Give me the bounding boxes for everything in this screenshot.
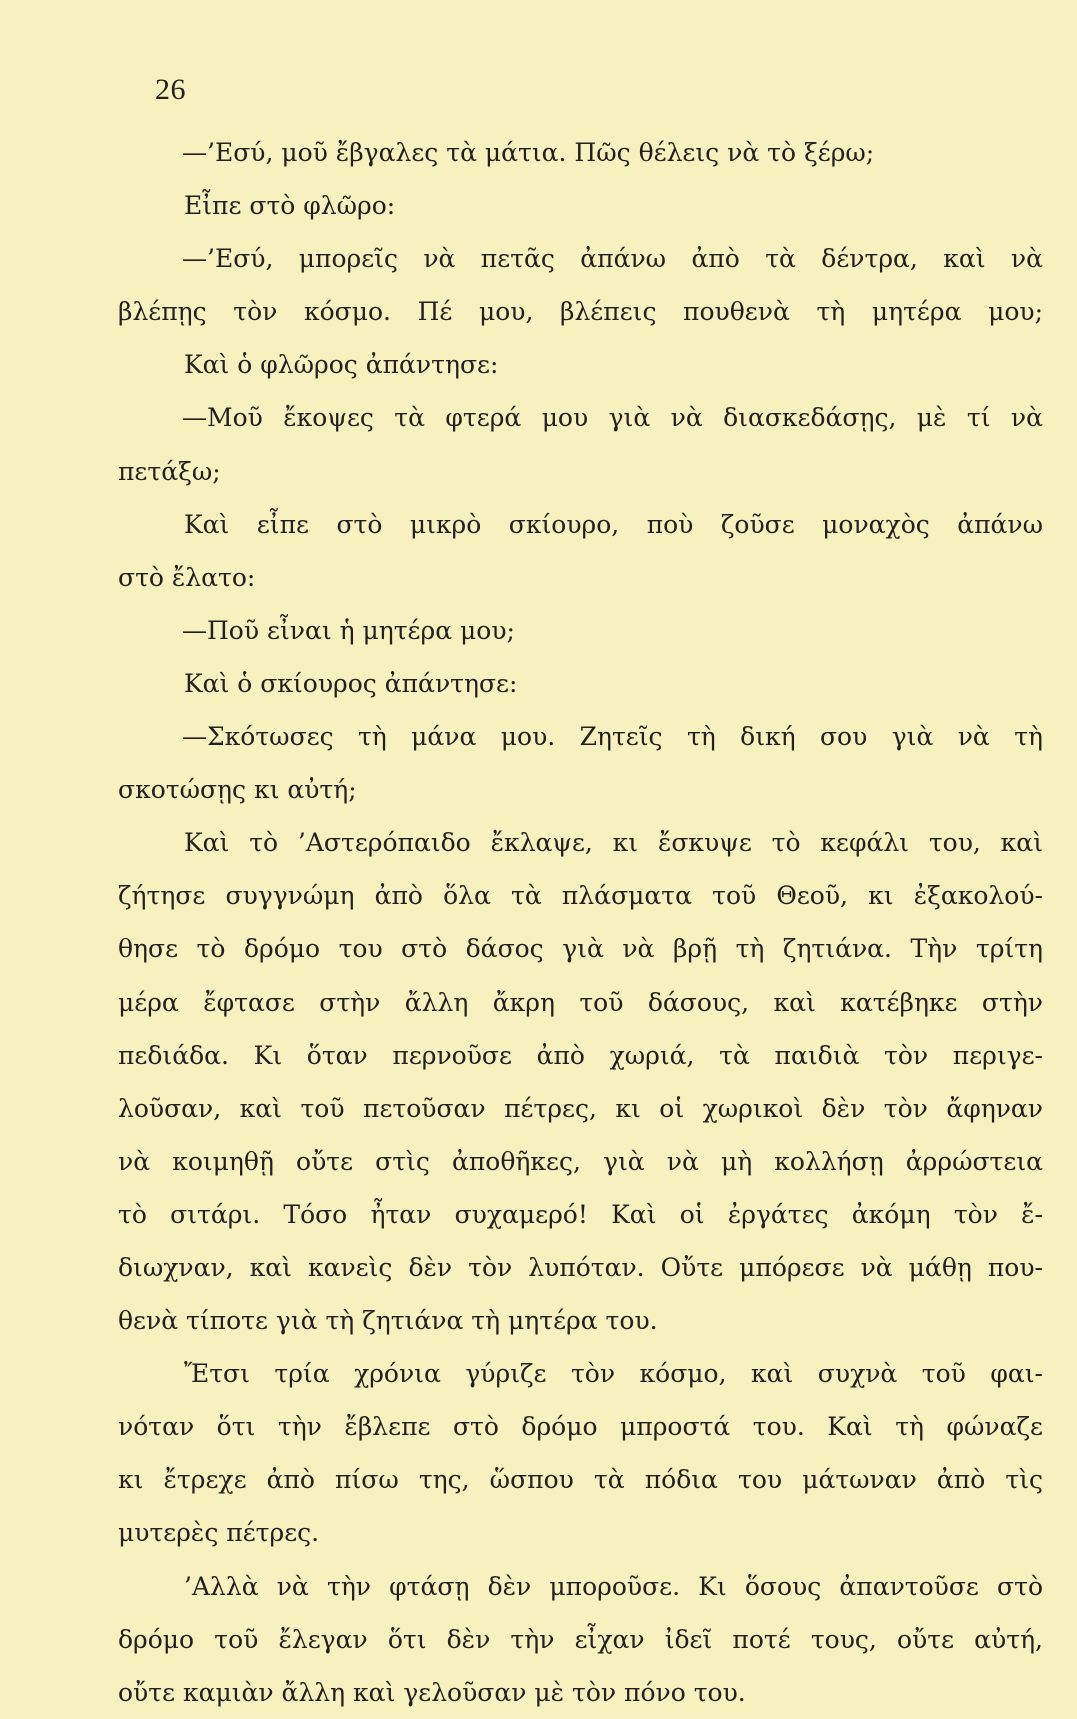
text-line: δρόμο τοῦ ἔλεγαν ὅτι δὲν τὴν εἶχαν ἰδεῖ ποτέ τους, οὔτε αὐτή, (118, 1624, 1043, 1654)
text-line: οὔτε καμιὰν ἄλλη καὶ γελοῦσαν μὲ τὸν πόνο του. (118, 1677, 746, 1707)
text-line: Καὶ τὸ ’Αστερόπαιδο ἔκλαψε, κι ἔσκυψε τὸ κεφάλι του, καὶ (184, 828, 1043, 858)
text-line: —’Εσύ, μοῦ ἔβγαλες τὰ μάτια. Πῶς θέλεις νὰ τὸ ξέρω; (182, 138, 875, 167)
text-line: θησε τὸ δρόμο του στὸ δάσος γιὰ νὰ βρῇ τὴ ζητιάνα. Τὴν τρίτη (118, 934, 1043, 964)
text-line: Καὶ ὁ σκίουρος ἀπάντησε: (184, 668, 518, 698)
text-line: μυτερὲς πέτρες. (118, 1518, 320, 1548)
text-line: ζήτησε συγγνώμη ἀπὸ ὅλα τὰ πλάσματα τοῦ Θεοῦ, κι ἐξακολού- (118, 881, 1043, 911)
text-line: Καὶ ὁ φλῶρος ἀπάντησε: (184, 350, 499, 380)
body-text (118, 126, 1043, 1719)
text-line: Ἔτσι τρία χρόνια γύριζε τὸν κόσμο, καὶ συχνὰ τοῦ φαι- (184, 1359, 1043, 1389)
text-line: τὸ σιτάρι. Τόσο ἦταν συχαμερό! Καὶ οἱ ἐργάτες ἀκόμη τὸν ἔ- (118, 1199, 1043, 1229)
text-line: κι ἔτρεχε ἀπὸ πίσω της, ὥσπου τὰ πόδια του μάτωναν ἀπὸ τὶς (118, 1465, 1043, 1495)
text-line: Καὶ εἶπε στὸ μικρὸ σκίουρο, ποὺ ζοῦσε μοναχὸς ἀπάνω (184, 509, 1043, 539)
text-line: —Μοῦ ἔκοψες τὰ φτερά μου γιὰ νὰ διασκεδάσῃς, μὲ τί νὰ (182, 403, 1043, 433)
text-line: σκοτώσῃς κι αὐτή; (118, 775, 357, 805)
text-line: —Σκότωσες τὴ μάνα μου. Ζητεῖς τὴ δική σου γιὰ νὰ τὴ (182, 722, 1043, 752)
text-line: —Ποῦ εἶναι ἡ μητέρα μου; (182, 615, 515, 645)
text-line: θενὰ τίποτε γιὰ τὴ ζητιάνα τὴ μητέρα του. (118, 1306, 658, 1336)
text-line: λοῦσαν, καὶ τοῦ πετοῦσαν πέτρες, κι οἱ χωρικοὶ δὲν τὸν ἄφηναν (118, 1093, 1043, 1123)
page-number: 26 (155, 73, 186, 106)
text-line: βλέπῃς τὸν κόσμο. Πέ μου, βλέπεις πουθενὰ τὴ μητέρα μου; (118, 297, 1043, 327)
text-line: στὸ ἔλατο: (118, 562, 256, 592)
text-line: νόταν ὅτι τὴν ἔβλεπε στὸ δρόμο μπροστά του. Καὶ τὴ φώναζε (118, 1412, 1043, 1442)
text-line: ’Αλλὰ νὰ τὴν φτάσῃ δὲν μποροῦσε. Κι ὅσους ἀπαντοῦσε στὸ (184, 1571, 1043, 1601)
text-line: διωχναν, καὶ κανεὶς δὲν τὸν λυπόταν. Οὔτε μπόρεσε νὰ μάθῃ που- (118, 1252, 1043, 1282)
text-line: νὰ κοιμηθῇ οὔτε στὶς ἀποθῆκες, γιὰ νὰ μὴ κολλήσῃ ἀρρώστεια (118, 1146, 1043, 1176)
text-line: —’Εσύ, μπορεῖς νὰ πετᾶς ἀπάνω ἀπὸ τὰ δέντρα, καὶ νὰ (182, 244, 1043, 274)
text-line: Εἶπε στὸ φλῶρο: (184, 191, 396, 221)
text-line: μέρα ἔφτασε στὴν ἄλλη ἄκρη τοῦ δάσους, καὶ κατέβηκε στὴν (118, 987, 1043, 1017)
text-line: πεδιάδα. Κι ὅταν περνοῦσε ἀπὸ χωριά, τὰ παιδιὰ τὸν περιγε- (118, 1040, 1043, 1070)
text-line: πετάξω; (118, 456, 221, 486)
